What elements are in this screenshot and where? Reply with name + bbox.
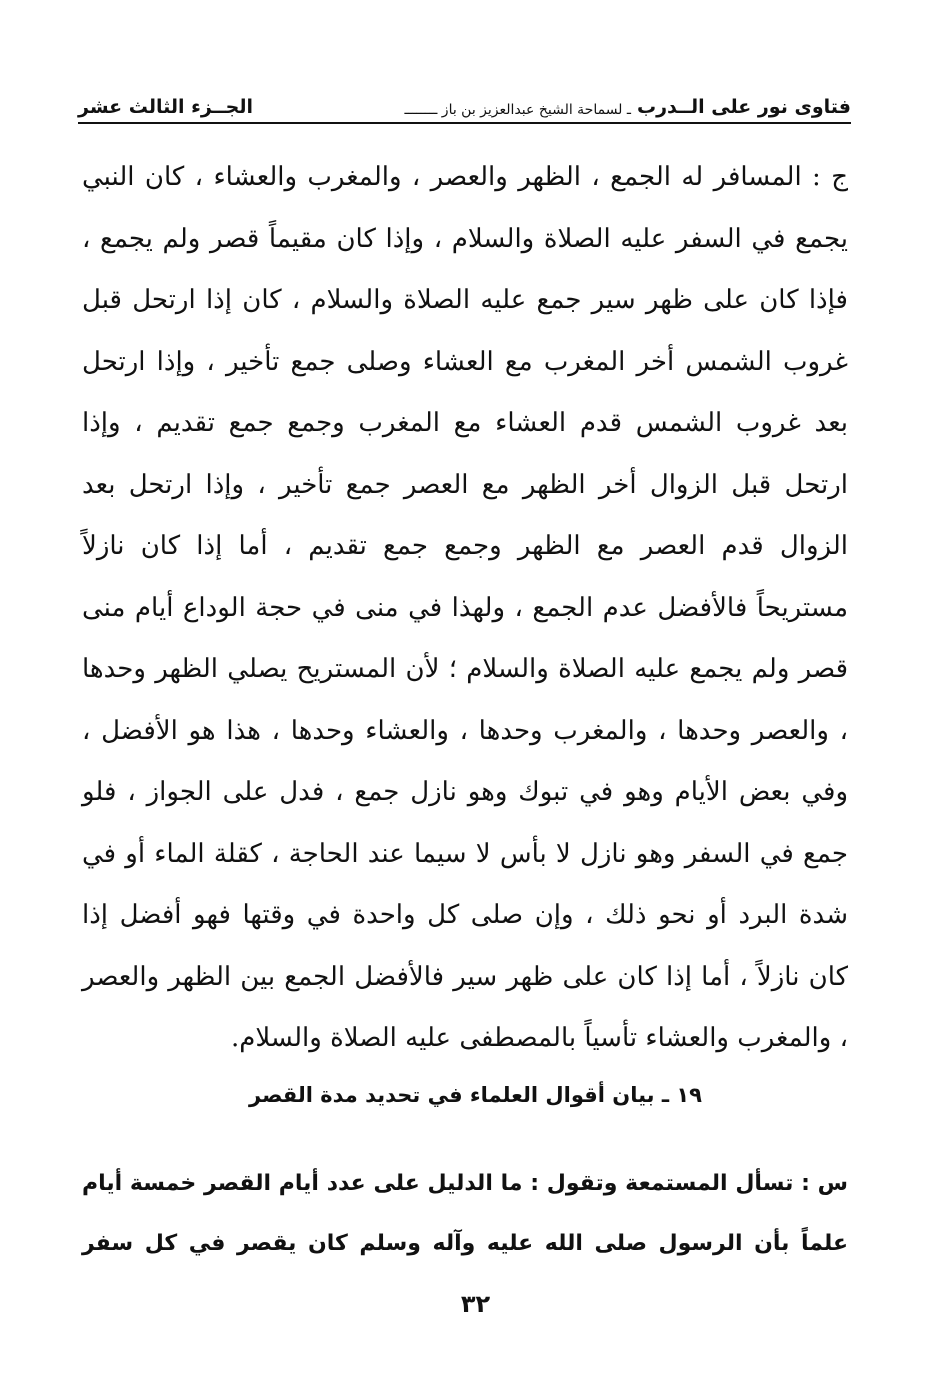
- volume-label: الجــزء الثالث عشر: [78, 96, 254, 118]
- answer-paragraph: ج : المسافر له الجمع ، الظهر والعصر ، والمغرب والعشاء ، كان النبي يجمع في السفر عليه الصلاة والسلام ، وإذا كان مقيماً قصر ولم يجمع ، فإذا كان على ظهر سير جمع عليه الصلاة والسلام ، كان إذا ارتحل قبل غروب الشمس أخر المغرب مع العشاء وصلى جمع تأخير ، وإذا ارتحل بعد غروب الشمس قدم العشاء مع المغرب وجمع جمع تقديم ، وإذا ارتحل قبل الزوال أخر الظهر مع العصر جمع تأخير ، وإذا ارتحل بعد الزوال قدم العصر مع الظهر وجمع جمع تقديم ، أما إذا كان نازلاً مستريحاً فالأفضل عدم الجمع ، ولهذا في منى في حجة الوداع أيام منى قصر ولم يجمع عليه الصلاة والسلام ؛ لأن المستريح يصلي الظهر وحدها ، والعصر وحدها ، والمغرب وحدها ، والعشاء وحدها ، هذا هو الأفضل ، وفي بعض الأيام وهو في تبوك وهو نازل جمع ، فدل على الجواز ، فلو جمع في السفر وهو نازل لا بأس لا سيما عند الحاجة ، كقلة الماء أو في شدة البرد أو نحو ذلك ، وإن صلى كل واحدة في وقتها فهو أفضل إذا كان نازلاً ، أما إذا كان على ظهر سير فالأفضل الجمع بين الظهر والعصر ، والمغرب والعشاء تأسياً بالمصطفى عليه الصلاة والسلام.: [82, 162, 848, 1053]
- question-paragraph: س : تسأل المستمعة وتقول : ما الدليل على عدد أيام القصر خمسة أيام علماً بأن الرسول صلى الله عليه وآله وسلم كان يقصر في كل سفر: [82, 1171, 848, 1256]
- running-header: [78, 78, 851, 124]
- page-number: ٣٢: [460, 1290, 491, 1318]
- author-credit: ـ لسماحة الشيخ عبدالعزيز بن باز ــــــــ: [404, 102, 632, 118]
- section-heading: ١٩ ـ بيان أقوال العلماء في تحديد مدة القصر: [249, 1083, 702, 1107]
- book-title: فتاوى نور على الــدرب: [637, 96, 851, 118]
